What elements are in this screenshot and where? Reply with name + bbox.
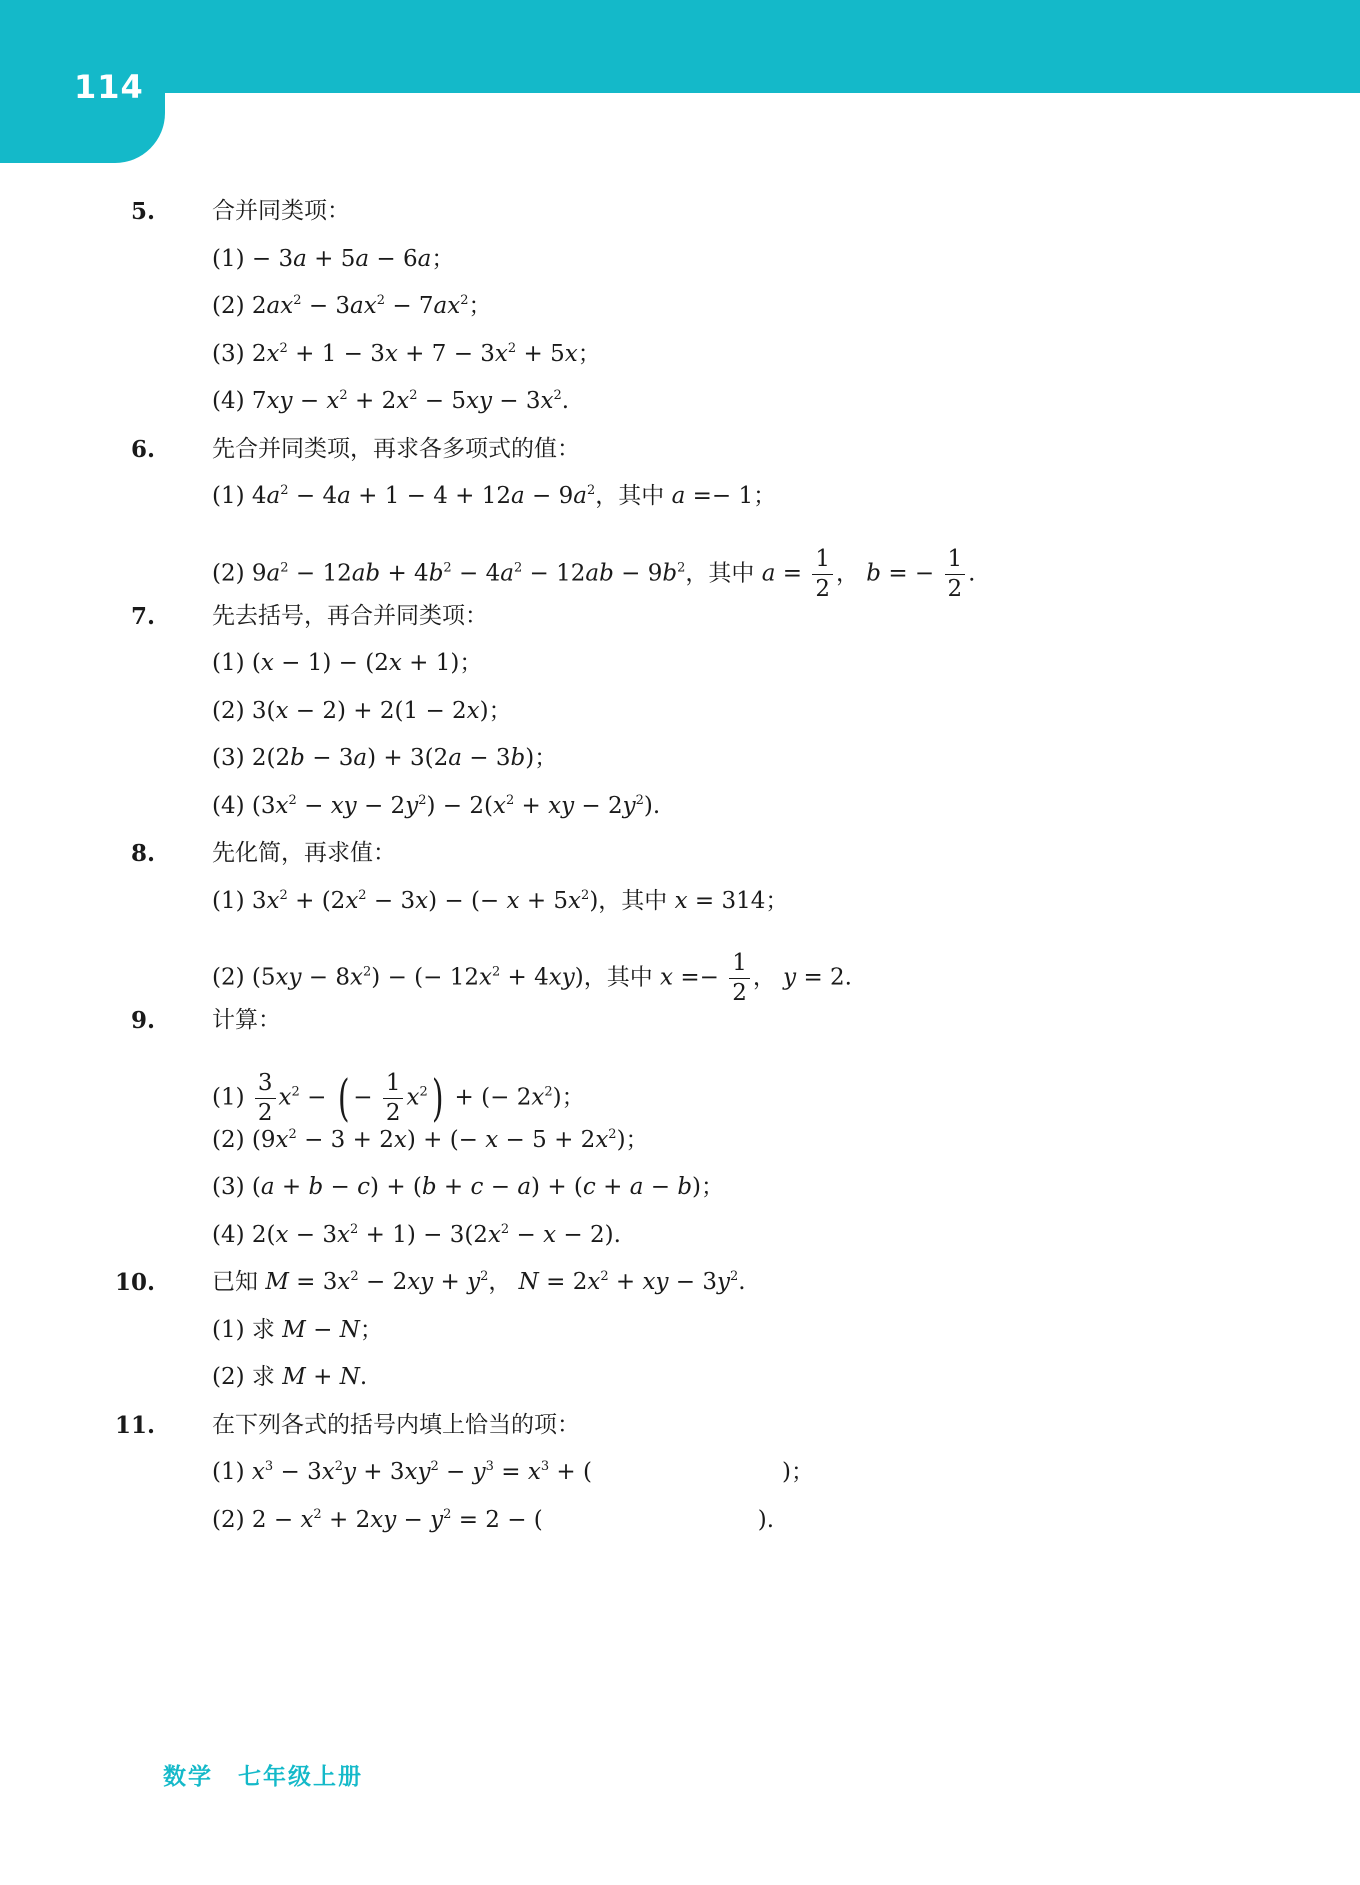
problem-9 xyxy=(130,999,1240,1261)
item-label: (2) xyxy=(212,1364,245,1390)
problem-number: 7. xyxy=(130,602,155,630)
item-label: (1) xyxy=(212,1459,245,1485)
item-label: (2) xyxy=(212,697,245,724)
item-label: (2) xyxy=(212,1126,245,1153)
problem-number: 5. xyxy=(130,198,155,225)
item-label: (1) xyxy=(212,483,245,509)
sub-item: (2) $2ax^2 - 3ax^2 - 7ax^2$； xyxy=(212,293,492,319)
sub-item: (1) $4a^2 - 4a + 1 - 4 + 12a - 9a^2$，其中 a =− 1； xyxy=(212,483,777,509)
sub-item: (1) 求 M − N； xyxy=(212,1316,383,1343)
find-word: 求 xyxy=(251,1316,275,1343)
item-label: (2) xyxy=(212,560,245,586)
item-label: (4) xyxy=(212,1221,245,1248)
problem-8 xyxy=(130,832,1240,1006)
item-label: (1) xyxy=(212,887,245,914)
problem-number: 10. xyxy=(114,1269,155,1296)
sub-item: (2) 3(x − 2) + 2(1 − 2x)； xyxy=(212,697,512,724)
sub-item: (3) 2(2b − 3a) + 3(2a − 3b)； xyxy=(212,745,558,771)
problem-title: 合并同类项： xyxy=(212,198,350,224)
item-label: (1) xyxy=(212,650,245,676)
item-label: (3) xyxy=(212,1174,245,1200)
item-label: (4) xyxy=(212,792,245,819)
problem-6 xyxy=(130,428,1240,602)
problem-number: 11. xyxy=(114,1411,155,1439)
sub-item: (2) $(5xy - 8x^2)$ − (− $12x^2 + 4xy$)，其中 x =− $\frac{1}{2}$ ， y = 2. xyxy=(212,950,852,1006)
header-band xyxy=(0,0,1360,93)
problem-number: 8. xyxy=(130,840,155,867)
sub-item: (1) $\frac{3}{2}$ $x^2$ − ( − $\frac{1}{2}$ $x^2$) + (− $2x^2$)； xyxy=(212,1069,585,1127)
sub-item: (4) ($3x^2$ − xy − $2y^2) - 2(x^2$ + xy − $2y^2$). xyxy=(212,792,661,819)
item-label: (3) xyxy=(212,340,245,367)
item-label: (2) xyxy=(212,293,245,319)
item-label: (3) xyxy=(212,745,245,771)
sub-item: (2) $2 - x^2 + 2xy - y^2 = 2$ − ( ). xyxy=(212,1506,775,1533)
problem-number: 9. xyxy=(130,1007,155,1034)
problem-number: 6. xyxy=(130,435,155,463)
item-label: (2) xyxy=(212,964,245,991)
problem-title: 已知 xyxy=(212,1269,258,1295)
problem-title: 先去括号，再合并同类项： xyxy=(212,602,488,629)
sub-item: (1) $3x^2 + (2x^2 - 3x)$ − (− $x + 5x^2$)，其中 x = 314； xyxy=(212,887,789,914)
item-label: (4) xyxy=(212,388,245,414)
problem-title: 先化简，再求值： xyxy=(212,840,396,866)
find-word: 求 xyxy=(251,1364,275,1390)
sub-item: (1) $x^3 - 3x^2y + 3xy^2 - y^3 = x^3$ + ( )； xyxy=(212,1459,814,1485)
sub-item: (1) − 3a + 5a − 6a； xyxy=(212,245,455,272)
problem-11 xyxy=(114,1404,1240,1547)
exercise-content xyxy=(114,190,1240,1546)
item-label: (2) xyxy=(212,1506,245,1533)
sub-item: (2) 求 M + N. xyxy=(212,1364,368,1390)
sub-item: (3) (a + b − c) + (b + c − a) + (c + a − b)； xyxy=(212,1174,725,1200)
item-label: (1) xyxy=(212,1316,245,1343)
footer-book: 七年级上册 xyxy=(238,1764,363,1790)
sub-item: (3) $2x^2 + 1 - 3x + 7 - 3x^2 + 5x$； xyxy=(212,340,601,367)
where-word: 其中 xyxy=(621,887,668,914)
problem-title: 先合并同类项，再求各多项式的值： xyxy=(212,435,580,462)
where-word: 其中 xyxy=(708,560,755,586)
footer xyxy=(163,1758,363,1791)
problem-5 xyxy=(130,190,1240,428)
problem-title: 计算： xyxy=(212,1007,281,1033)
sub-item: (2) $9a^2 - 12ab + 4b^2 - 4a^2 - 12ab - 9b^2$，其中 a = $\frac{1}{2}$ ， b = − $\frac{1}{2}$ . xyxy=(212,545,976,602)
where-word: 其中 xyxy=(606,964,653,991)
item-label: (1) xyxy=(212,245,245,272)
item-label: (1) xyxy=(212,1084,245,1110)
sub-item: (4) $2(x - 3x^2 + 1) - 3(2x^2 - x - 2)$. xyxy=(212,1221,621,1248)
footer-subject: 数学 xyxy=(163,1764,213,1790)
where-word: 其中 xyxy=(618,483,665,509)
sub-item: (2) $(9x^2 - 3 + 2x)$ + (− $x - 5 + 2x^2$)； xyxy=(212,1126,649,1153)
sub-item: (1) (x − 1) − (2x + 1)； xyxy=(212,650,483,676)
page-number: 114 xyxy=(74,68,144,106)
problem-7 xyxy=(130,595,1240,833)
sub-item: (4) $7xy - x^2 + 2x^2 - 5xy - 3x^2$. xyxy=(212,388,570,414)
problem-title: 在下列各式的括号内填上恰当的项： xyxy=(212,1411,580,1438)
problem-10: 10. 已知 $M = 3x^2 - 2xy + y^2$， $N = 2x^2$ + xy − $3y^2$. (1) 求 M − N； (2) 求 M + N. xyxy=(160,1261,1240,1404)
